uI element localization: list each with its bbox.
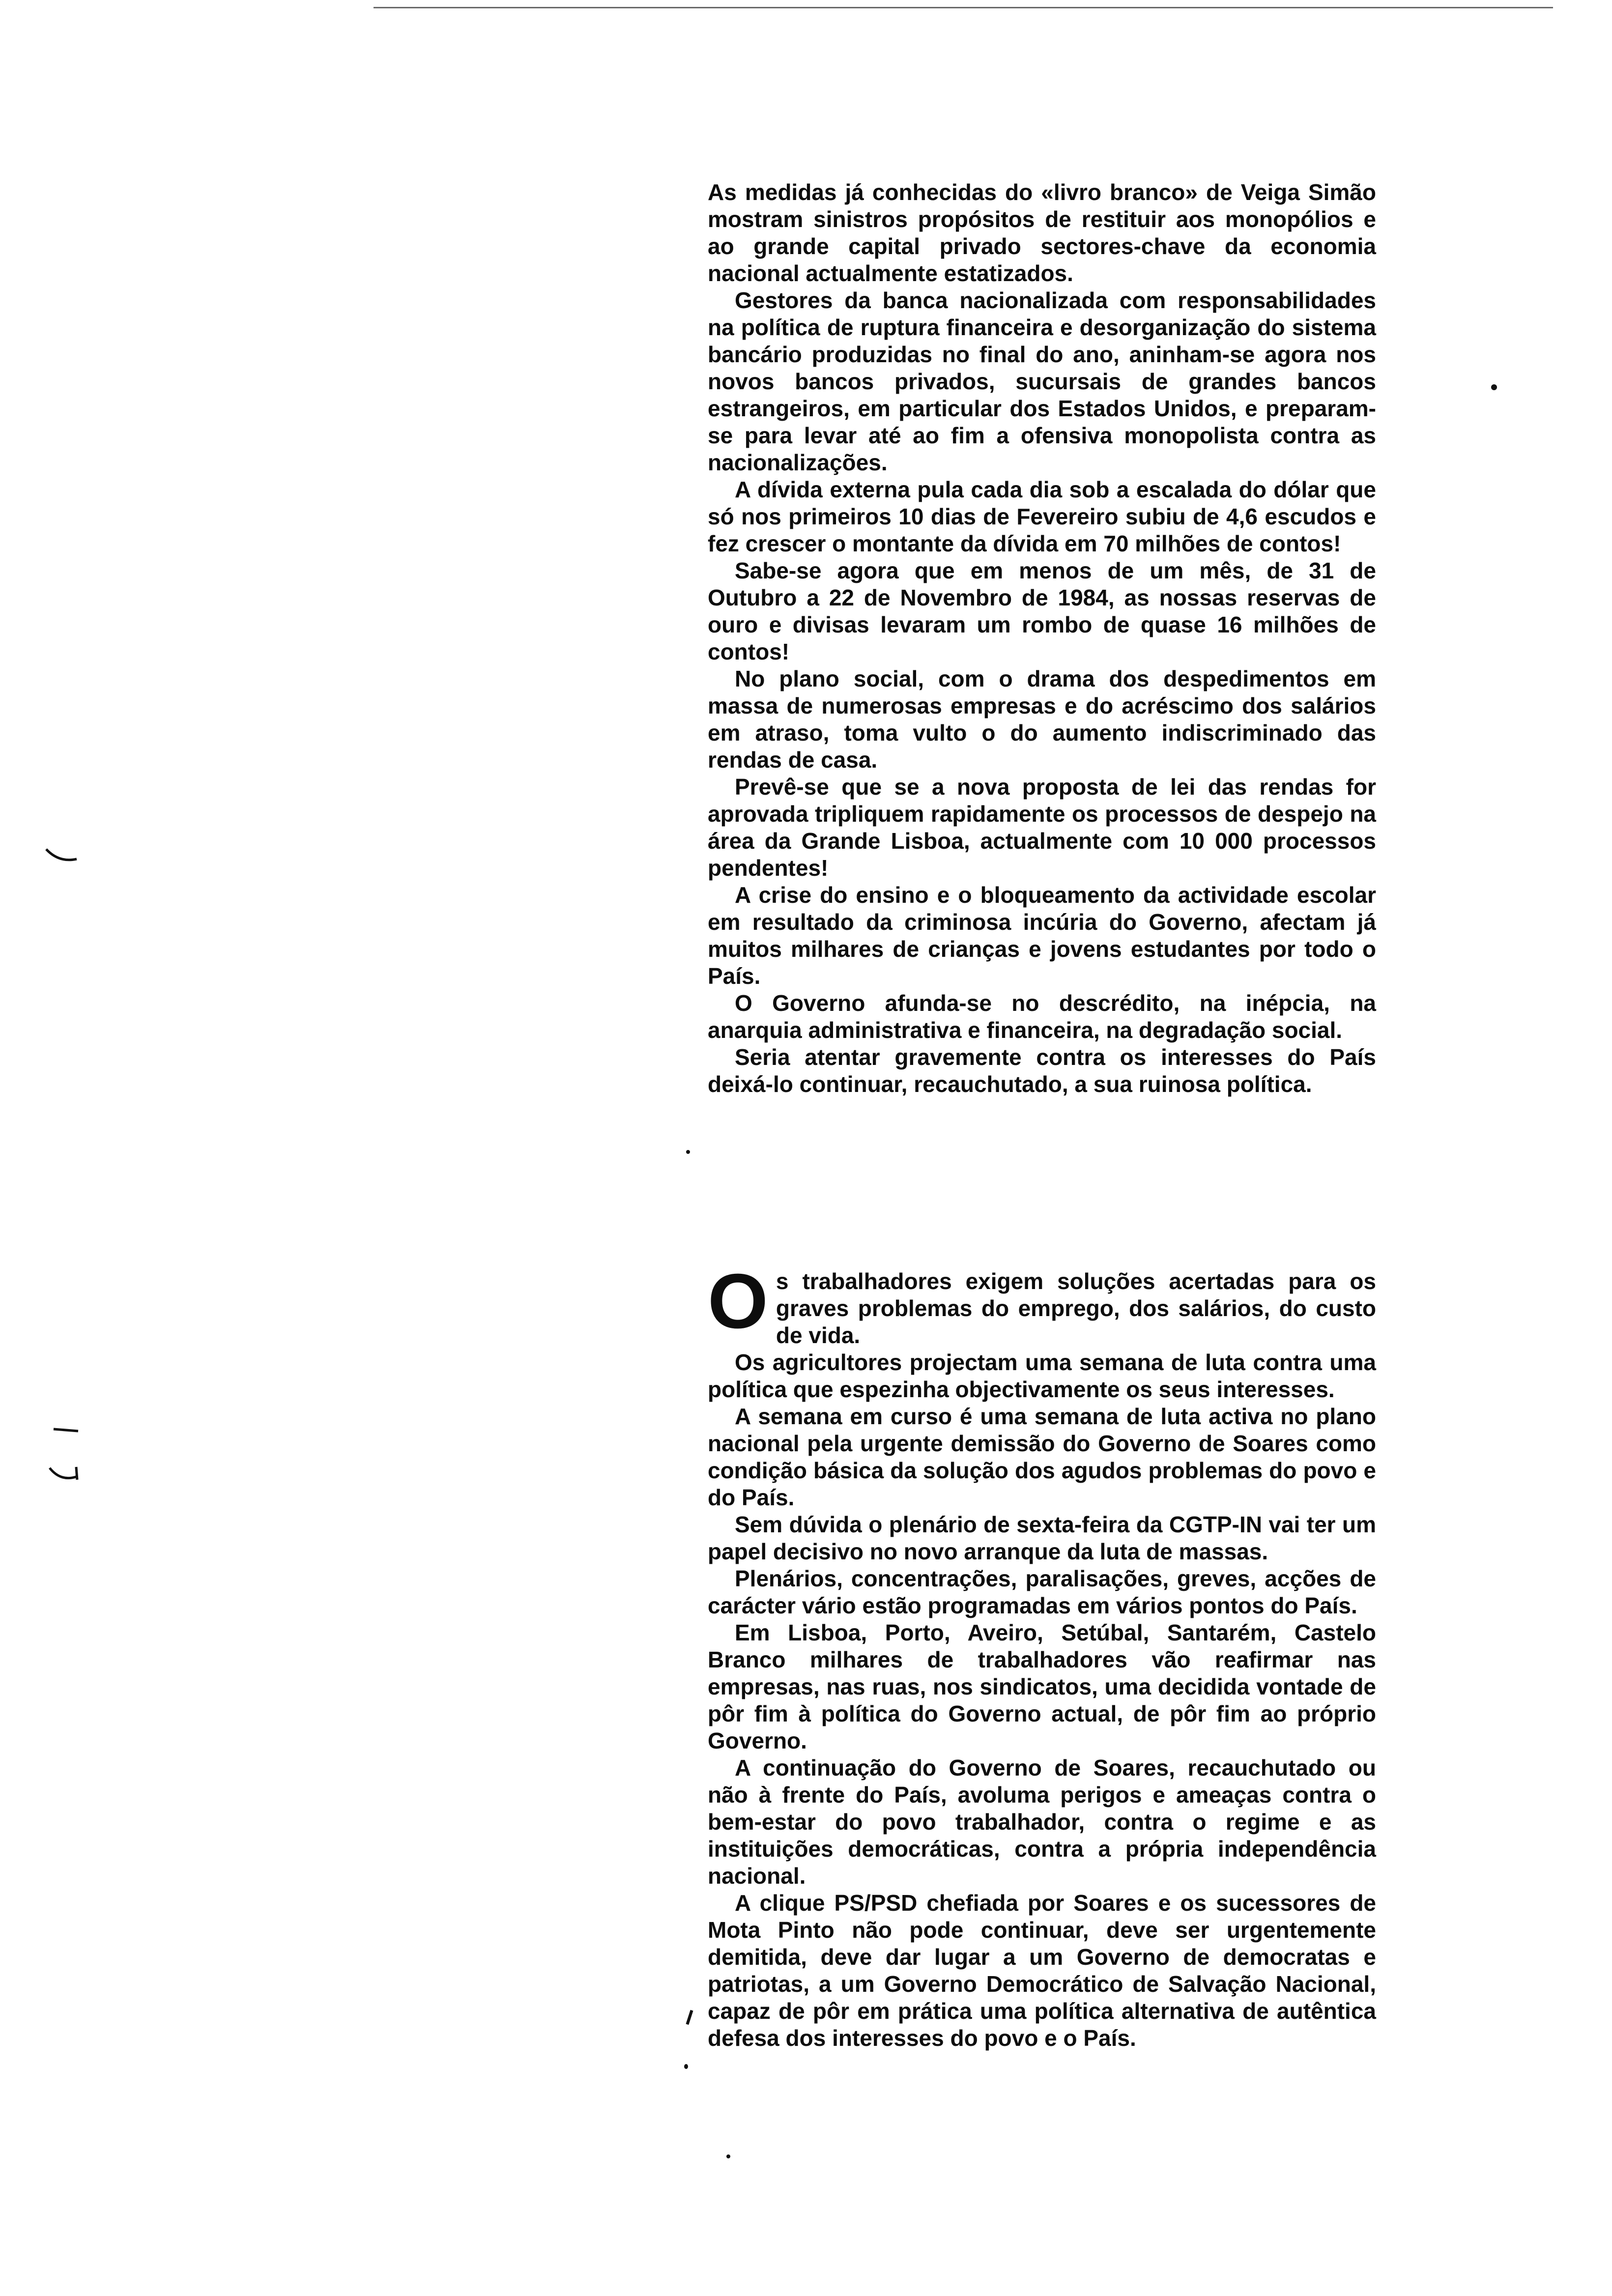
- paragraph: A semana em curso é uma semana de luta activa no plano nacional pela urgente demissão do Governo de Soares como condição básica da solução dos agudos problemas do povo e do País.: [708, 1404, 1376, 1510]
- paragraph: O Governo afunda-se no descrédito, na inépcia, na anarquia administrativa e financeira, na degradação social.: [708, 990, 1376, 1043]
- paragraph: Em Lisboa, Porto, Aveiro, Setúbal, Santarém, Castelo Branco milhares de trabalhadores vão reafirmar nas empresas, nas ruas, nos sindicatos, uma decidida vontade de pôr fim à política do Governo actual, de pôr fim ao próprio Governo.: [708, 1620, 1376, 1753]
- scan-dot: [684, 2064, 688, 2069]
- paragraph: Os agricultores projectam uma semana de luta contra uma política que espezinha objectivamente os seus interesses.: [708, 1349, 1376, 1402]
- scan-dot: [686, 1150, 690, 1154]
- article-section-1: [708, 179, 1376, 1098]
- paragraph: A crise do ensino e o bloqueamento da actividade escolar em resultado da criminosa incúria do Governo, afectam já muitos milhares de crianças e jovens estudantes por todo o País.: [708, 882, 1376, 989]
- lead-paragraph: [708, 1258, 1376, 1349]
- scan-dot: [1491, 384, 1497, 390]
- drop-cap: O: [708, 1258, 768, 1345]
- paragraph: As medidas já conhecidas do «livro branco» de Veiga Simão mostram sinistros propósitos de restituir aos monopólios e ao grande capital privado sectores-chave da economia nacional actualmente estatizados.: [708, 179, 1376, 286]
- paragraph: A continuação do Governo de Soares, recauchutado ou não à frente do País, avoluma perigos e ameaças contra o bem-estar do povo trabalhador, contra o regime e as instituições democráticas, contra a própria independência nacional.: [708, 1755, 1376, 1889]
- article-section-2: [708, 1258, 1376, 2052]
- paragraph: A dívida externa pula cada dia sob a escalada do dólar que só nos primeiros 10 dias de Fevereiro subiu de 4,6 escudos e fez crescer o montante da dívida em 70 milhões de contos!: [708, 477, 1376, 556]
- lead-paragraph-text: s trabalhadores exigem soluções acertadas para os graves problemas do emprego, dos salários, do custo de vida.: [776, 1268, 1376, 1348]
- paragraph: Plenários, concentrações, paralisações, greves, acções de carácter vário estão programadas em vários pontos do País.: [708, 1566, 1376, 1618]
- paragraph: Seria atentar gravemente contra os interesses do País deixá-lo continuar, recauchutado, a sua ruinosa política.: [708, 1044, 1376, 1097]
- paragraph: A clique PS/PSD chefiada por Soares e os sucessores de Mota Pinto não pode continuar, deve ser urgentemente demitida, deve dar lugar a um Governo de democratas e patriotas, a um Governo Democrático de Salvação Nacional, capaz de pôr em prática uma política alternativa de autêntica defesa dos interesses do povo e o País.: [708, 1890, 1376, 2051]
- paragraph: Sabe-se agora que em menos de um mês, de 31 de Outubro a 22 de Novembro de 1984, as nossas reservas de ouro e divisas levaram um rombo de quase 16 milhões de contos!: [708, 558, 1376, 664]
- paragraph: Sem dúvida o plenário de sexta-feira da CGTP-IN vai ter um papel decisivo no novo arranque da luta de massas.: [708, 1512, 1376, 1564]
- scan-dot: [686, 2010, 693, 2025]
- scan-mark-curve-2: [47, 1462, 81, 1487]
- scan-mark-curve-1: [44, 845, 79, 865]
- paragraph: Prevê-se que se a nova proposta de lei das rendas for aprovada tripliquem rapidamente os processos de despejo na área da Grande Lisboa, actualmente com 10 000 processos pendentes!: [708, 774, 1376, 881]
- scan-dot: [726, 2154, 730, 2158]
- paragraph: Gestores da banca nacionalizada com responsabilidades na política de ruptura financeira e desorganização do sistema bancário produzidas no final do ano, aninham-se agora nos novos bancos privados, sucursais de grandes bancos estrangeiros, em particular dos Estados Unidos, e preparam-se para levar até ao fim a ofensiva monopolista contra as nacionalizações.: [708, 287, 1376, 475]
- scan-mark-dash: [52, 1425, 81, 1435]
- paragraph: No plano social, com o drama dos despedimentos em massa de numerosas empresas e do acréscimo dos salários em atraso, toma vulto o do aumento indiscriminado das rendas de casa.: [708, 666, 1376, 773]
- top-border-line: [374, 7, 1553, 8]
